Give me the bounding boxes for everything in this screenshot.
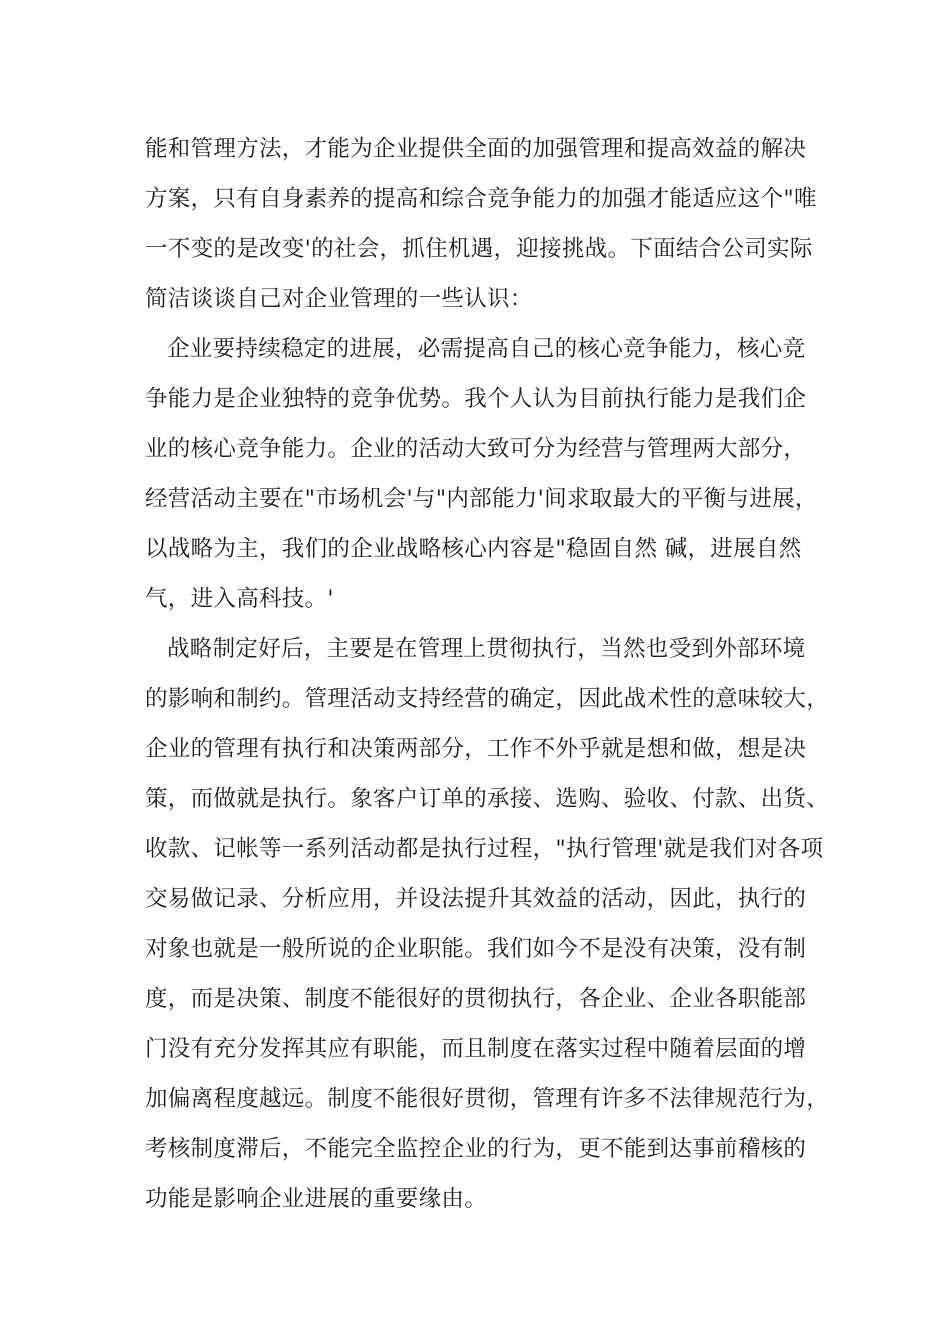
text-line: 度，而是决策、制度不能很好的贯彻执行，各企业、企业各职能部 [145, 986, 807, 1012]
text-line: 争能力是企业独特的竞争优势。我个人认为目前执行能力是我们企 [145, 386, 807, 412]
text-line: 企业的管理有执行和决策两部分，工作不外乎就是想和做，想是决 [145, 736, 807, 762]
text-line: 功能是影响企业进展的重要缘由。 [145, 1186, 488, 1212]
text-line: 对象也就是一般所说的企业职能。我们如今不是没有决策，没有制 [145, 936, 807, 962]
text-line: 加偏离程度越远。制度不能很好贯彻，管理有许多不法律规范行为， [145, 1086, 830, 1112]
text-line: 门没有充分发挥其应有职能，而且制度在落实过程中随着层面的增 [145, 1036, 807, 1062]
text-line: 考核制度滞后，不能完全监控企业的行为，更不能到达事前稽核的 [145, 1136, 807, 1162]
document-body [145, 124, 830, 1224]
text-line: 业的核心竞争能力。企业的活动大致可分为经营与管理两大部分， [145, 436, 807, 462]
text-line: 方案，只有自身素养的提高和综合竞争能力的加强才能适应这个"唯 [145, 186, 817, 212]
paragraph-first-line: 战略制定好后，主要是在管理上贯彻执行，当然也受到外部环境 [167, 636, 806, 662]
text-line: 简洁谈谈自己对企业管理的一些认识： [145, 286, 533, 312]
text-line: 气，进入高科技。' [145, 586, 334, 612]
text-line: 的影响和制约。管理活动支持经营的确定，因此战术性的意味较大， [145, 686, 830, 712]
text-line: 能和管理方法，才能为企业提供全面的加强管理和提高效益的解决 [145, 136, 807, 162]
text-line: 收款、记帐等一系列活动都是执行过程，"执行管理'就是我们对各项 [145, 836, 824, 862]
text-line: 经营活动主要在"市场机会'与"内部能力'间求取最大的平衡与进展， [145, 486, 818, 512]
text-line: 以战略为主，我们的企业战略核心内容是"稳固自然 碱，进展自然 [145, 536, 802, 562]
text-line: 策，而做就是执行。象客户订单的承接、选购、验收、付款、出货、 [145, 786, 830, 812]
paragraph-first-line: 企业要持续稳定的进展，必需提高自己的核心竞争能力，核心竞 [167, 336, 806, 362]
text-line: 交易做记录、分析应用，并设法提升其效益的活动，因此，执行的 [145, 886, 807, 912]
text-line: 一不变的是改变'的社会，抓住机遇，迎接挑战。下面结合公司实际 [145, 236, 813, 262]
